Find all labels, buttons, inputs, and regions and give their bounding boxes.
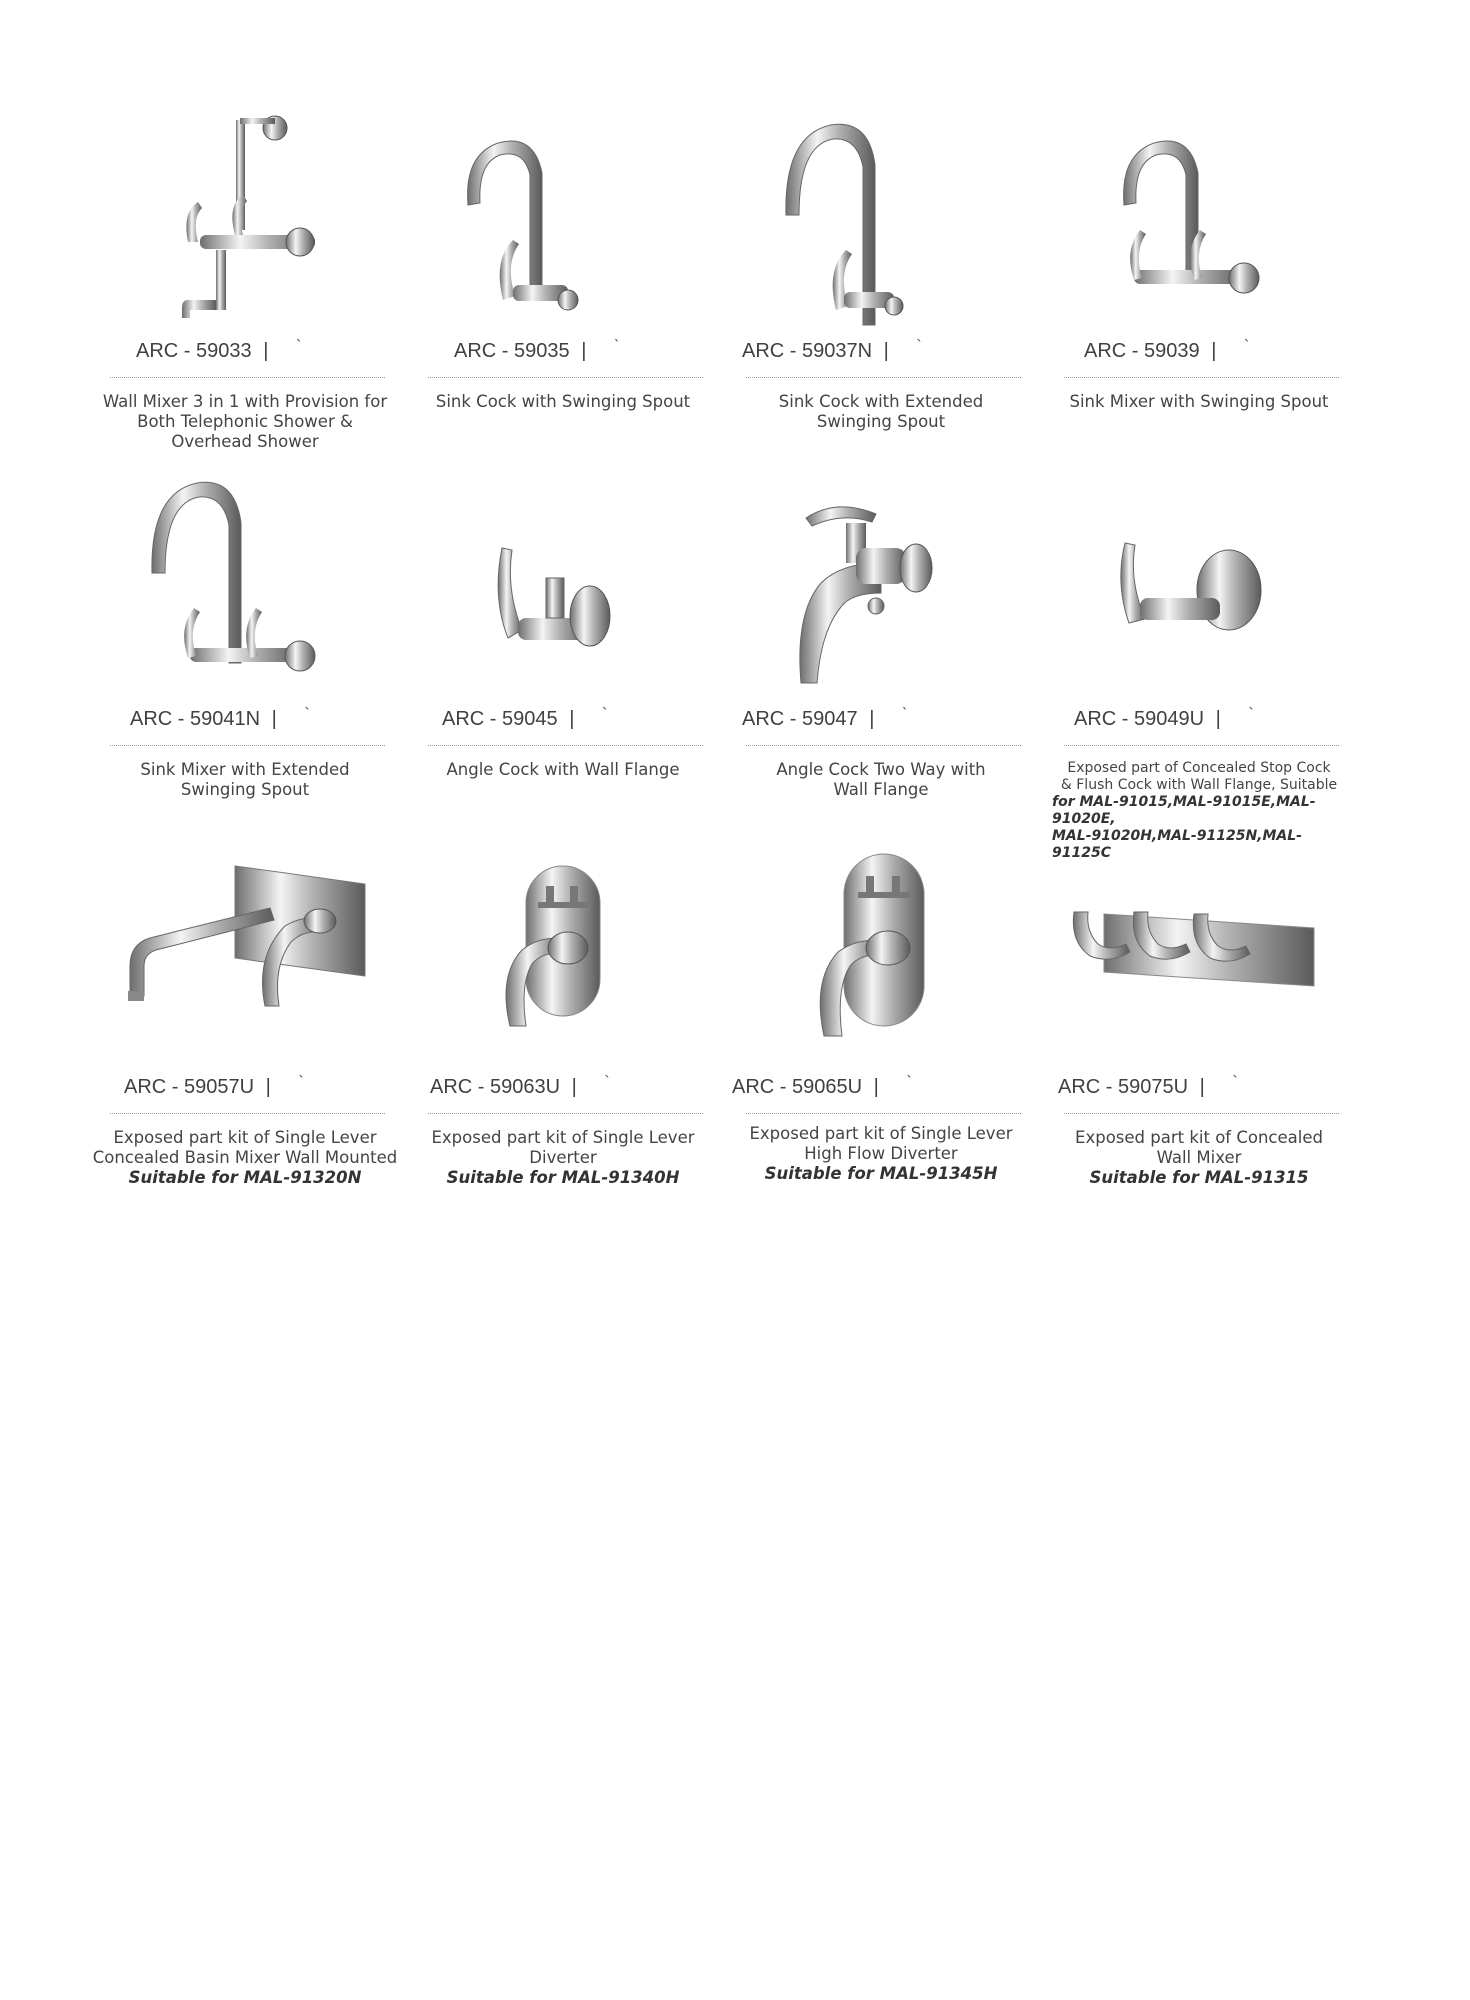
code-separator: |: [873, 1076, 879, 1098]
description-line: High Flow Diverter: [804, 1144, 958, 1163]
product-code: ARC - 59033: [136, 340, 252, 362]
product-description: [408, 760, 718, 780]
code-separator: |: [263, 340, 269, 362]
product-description: [90, 392, 400, 452]
description-line: Sink Cock with Swinging Spout: [435, 392, 691, 411]
dotted-divider: [110, 745, 385, 746]
price-mark: `: [613, 338, 620, 355]
product-description: [1044, 1128, 1354, 1188]
dotted-divider: [428, 377, 703, 378]
product-code: ARC - 59039: [1084, 340, 1200, 362]
suitable-models: MAL-91020H,MAL-91125N,MAL-91125C: [1052, 828, 1302, 861]
suitable-models: Suitable for MAL-91320N: [128, 1168, 362, 1187]
code-separator: |: [571, 1076, 577, 1098]
product-code-row: [90, 708, 440, 738]
dotted-divider: [428, 745, 703, 746]
product-code: ARC - 59057U: [124, 1076, 255, 1098]
product-code-row: [726, 1076, 1042, 1106]
price-mark: `: [1243, 338, 1250, 355]
code-separator: |: [1199, 1076, 1205, 1098]
product-code-row: [408, 1076, 740, 1106]
dotted-divider: [428, 1113, 703, 1114]
dotted-divider: [746, 1113, 1021, 1114]
angle-cock-two-way-image: [726, 468, 1036, 703]
suitable-models: Suitable for MAL-91340H: [446, 1168, 680, 1187]
price-mark: `: [604, 1074, 610, 1091]
description-line: Sink Cock with Extended: [778, 392, 984, 411]
product-code-row: [726, 340, 1052, 370]
high-flow-diverter-image: [726, 836, 1036, 1071]
code-separator: |: [869, 708, 875, 730]
description-line: Angle Cock Two Way with: [776, 760, 986, 779]
code-separator: |: [883, 340, 889, 362]
product-code: ARC - 59045: [442, 708, 558, 730]
suitable-models: for MAL-91015,MAL-91015E,MAL-91020E,: [1052, 794, 1316, 827]
dotted-divider: [110, 377, 385, 378]
description-line: Diverter: [529, 1148, 597, 1167]
description-line: Exposed part of Concealed Stop Cock: [1067, 760, 1331, 776]
description-line: Wall Flange: [833, 780, 929, 799]
single-lever-diverter-image: [408, 836, 718, 1071]
description-line: Overhead Shower: [171, 432, 319, 451]
wall-mixer-3in1-image: [90, 100, 400, 335]
product-code: ARC - 59063U: [430, 1076, 561, 1098]
product-description: [408, 1128, 718, 1188]
concealed-stop-cock-image: [1044, 468, 1354, 703]
dotted-divider: [746, 377, 1021, 378]
sink-mixer-extended-spout-image: [90, 468, 400, 703]
price-mark: `: [906, 1074, 912, 1091]
product-code-row: [90, 340, 446, 370]
description-line: Concealed Basin Mixer Wall Mounted: [92, 1148, 398, 1167]
product-code: ARC - 59037N: [742, 340, 873, 362]
angle-cock-image: [408, 468, 718, 703]
product-code-row: [1044, 708, 1384, 738]
price-mark: `: [916, 338, 922, 355]
price-mark: `: [1232, 1074, 1238, 1091]
price-mark: `: [901, 706, 908, 723]
description-line: Sink Mixer with Extended: [140, 760, 350, 779]
product-description: [90, 1128, 400, 1188]
product-description: [408, 392, 718, 412]
description-line: Exposed part kit of Single Lever: [431, 1128, 695, 1147]
description-line: Swinging Spout: [180, 780, 310, 799]
code-separator: |: [569, 708, 575, 730]
description-line: Exposed part kit of Single Lever: [113, 1128, 377, 1147]
price-mark: `: [298, 1074, 304, 1091]
dotted-divider: [746, 745, 1021, 746]
code-separator: |: [265, 1076, 271, 1098]
description-line: Angle Cock with Wall Flange: [446, 760, 680, 779]
sink-cock-swinging-spout-image: [408, 100, 718, 335]
product-code: ARC - 59049U: [1074, 708, 1205, 730]
product-code: ARC - 59041N: [130, 708, 261, 730]
description-line: & Flush Cock with Wall Flange, Suitable: [1060, 777, 1338, 793]
product-description: [726, 1124, 1036, 1184]
price-mark: `: [295, 338, 302, 355]
description-line: Wall Mixer: [1156, 1148, 1242, 1167]
product-catalog: [90, 100, 1390, 1260]
product-code-row: [90, 1076, 434, 1106]
product-description: [726, 760, 1036, 800]
concealed-basin-mixer-image: [90, 836, 400, 1071]
dotted-divider: [1064, 745, 1339, 746]
product-code: ARC - 59035: [454, 340, 570, 362]
description-line: Wall Mixer 3 in 1 with Provision for: [102, 392, 388, 411]
price-mark: `: [1248, 706, 1254, 723]
product-code: ARC - 59065U: [732, 1076, 863, 1098]
product-code-row: [1044, 1076, 1368, 1106]
product-description: [90, 760, 400, 800]
code-separator: |: [581, 340, 587, 362]
product-description: [726, 392, 1036, 432]
description-line: Swinging Spout: [816, 412, 946, 431]
description-line: Exposed part kit of Concealed: [1075, 1128, 1323, 1147]
dotted-divider: [1064, 1113, 1339, 1114]
dotted-divider: [110, 1113, 385, 1114]
suitable-models: Suitable for MAL-91345H: [764, 1164, 998, 1183]
concealed-wall-mixer-image: [1044, 836, 1354, 1071]
dotted-divider: [1064, 377, 1339, 378]
code-separator: |: [1211, 340, 1217, 362]
product-code-row: [726, 708, 1052, 738]
product-code-row: [408, 340, 764, 370]
price-mark: `: [601, 706, 608, 723]
code-separator: |: [271, 708, 277, 730]
product-code-row: [1044, 340, 1394, 370]
product-code: ARC - 59075U: [1058, 1076, 1189, 1098]
code-separator: |: [1215, 708, 1221, 730]
product-code-row: [408, 708, 752, 738]
suitable-models: Suitable for MAL-91315: [1089, 1168, 1309, 1187]
description-line: Exposed part kit of Single Lever: [749, 1124, 1013, 1143]
product-description: [1044, 392, 1354, 412]
product-code: ARC - 59047: [742, 708, 858, 730]
sink-mixer-swinging-spout-image: [1044, 100, 1354, 335]
description-line: Both Telephonic Shower &: [137, 412, 353, 431]
price-mark: `: [304, 706, 310, 723]
sink-cock-extended-spout-image: [726, 100, 1036, 335]
description-line: Sink Mixer with Swinging Spout: [1069, 392, 1329, 411]
